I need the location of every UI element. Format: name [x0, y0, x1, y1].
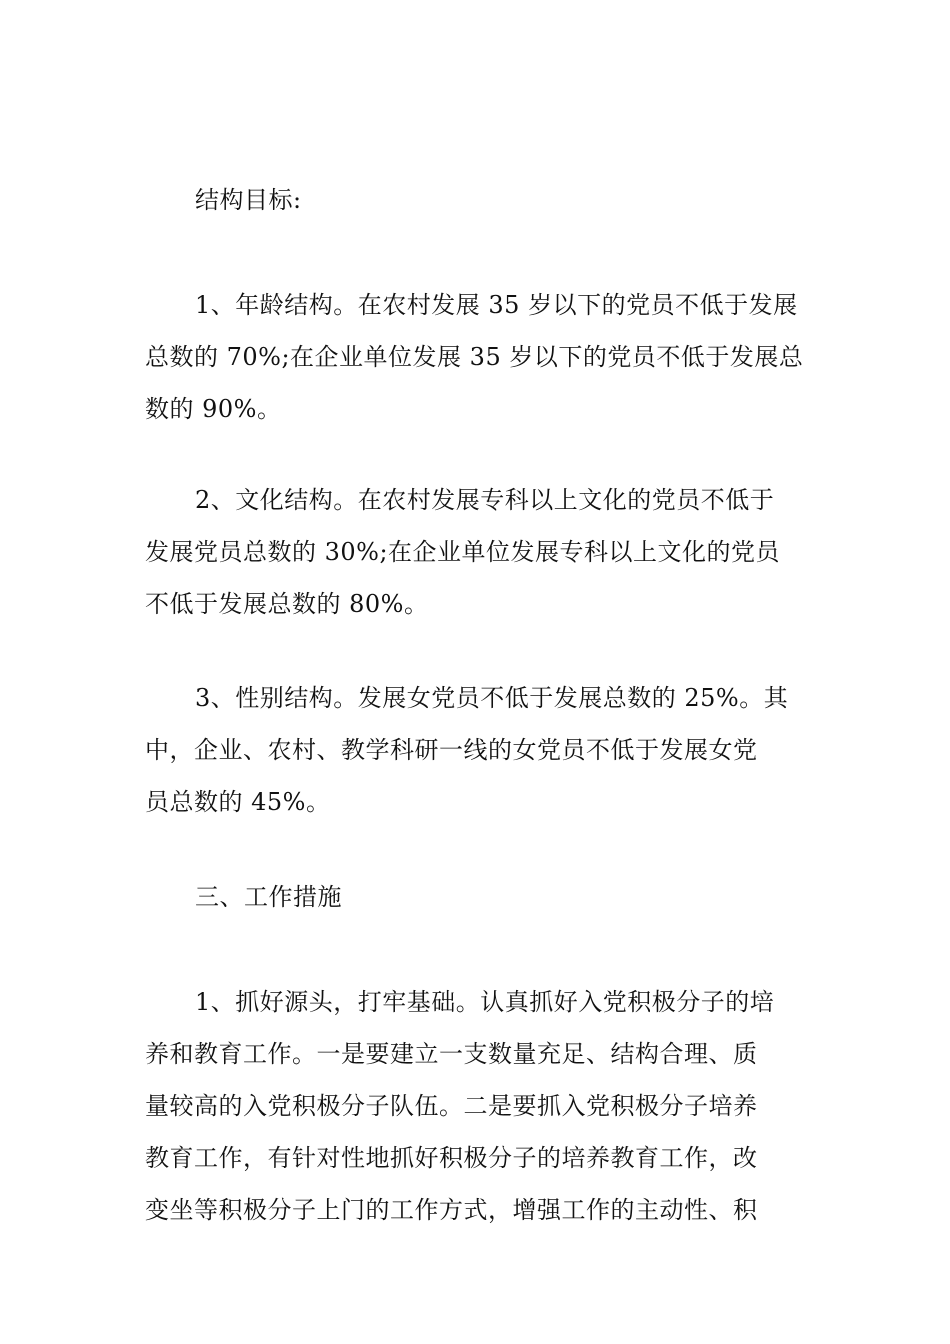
measure-one-paragraph: [145, 976, 807, 1236]
heading-text: 结构目标:: [195, 186, 302, 214]
paragraph-line: 1、年龄结构。在农村发展 35 岁以下的党员不低于发展: [195, 291, 798, 319]
culture-structure-paragraph: [145, 474, 807, 630]
paragraph-line: 发展党员总数的 30%;在企业单位发展专科以上文化的党员: [145, 538, 781, 566]
paragraph-line: 总数的 70%;在企业单位发展 35 岁以下的党员不低于发展总: [145, 343, 804, 371]
paragraph-line: 员总数的 45%。: [145, 788, 331, 816]
age-structure-paragraph: [145, 279, 807, 435]
paragraph-line: 教育工作，有针对性地抓好积极分子的培养教育工作，改: [145, 1144, 758, 1172]
paragraph-line: 2、文化结构。在农村发展专科以上文化的党员不低于: [195, 486, 775, 514]
paragraph-line: 养和教育工作。一是要建立一支数量充足、结构合理、质: [145, 1040, 758, 1068]
paragraph-line: 量较高的入党积极分子队伍。二是要抓入党积极分子培养: [145, 1092, 758, 1120]
paragraph-line: 1、抓好源头，打牢基础。认真抓好入党积极分子的培: [195, 988, 775, 1016]
paragraph-line: 数的 90%。: [145, 395, 282, 423]
heading-text: 三、工作措施: [195, 883, 342, 911]
paragraph-line: 变坐等积极分子上门的工作方式，增强工作的主动性、积: [145, 1196, 758, 1224]
gender-structure-paragraph: [145, 672, 807, 828]
structure-goals-heading: [145, 174, 807, 226]
paragraph-line: 3、性别结构。发展女党员不低于发展总数的 25%。其: [195, 684, 789, 712]
work-measures-heading: [145, 871, 807, 923]
paragraph-line: 中，企业、农村、教学科研一线的女党员不低于发展女党: [145, 736, 758, 764]
paragraph-line: 不低于发展总数的 80%。: [145, 590, 429, 618]
